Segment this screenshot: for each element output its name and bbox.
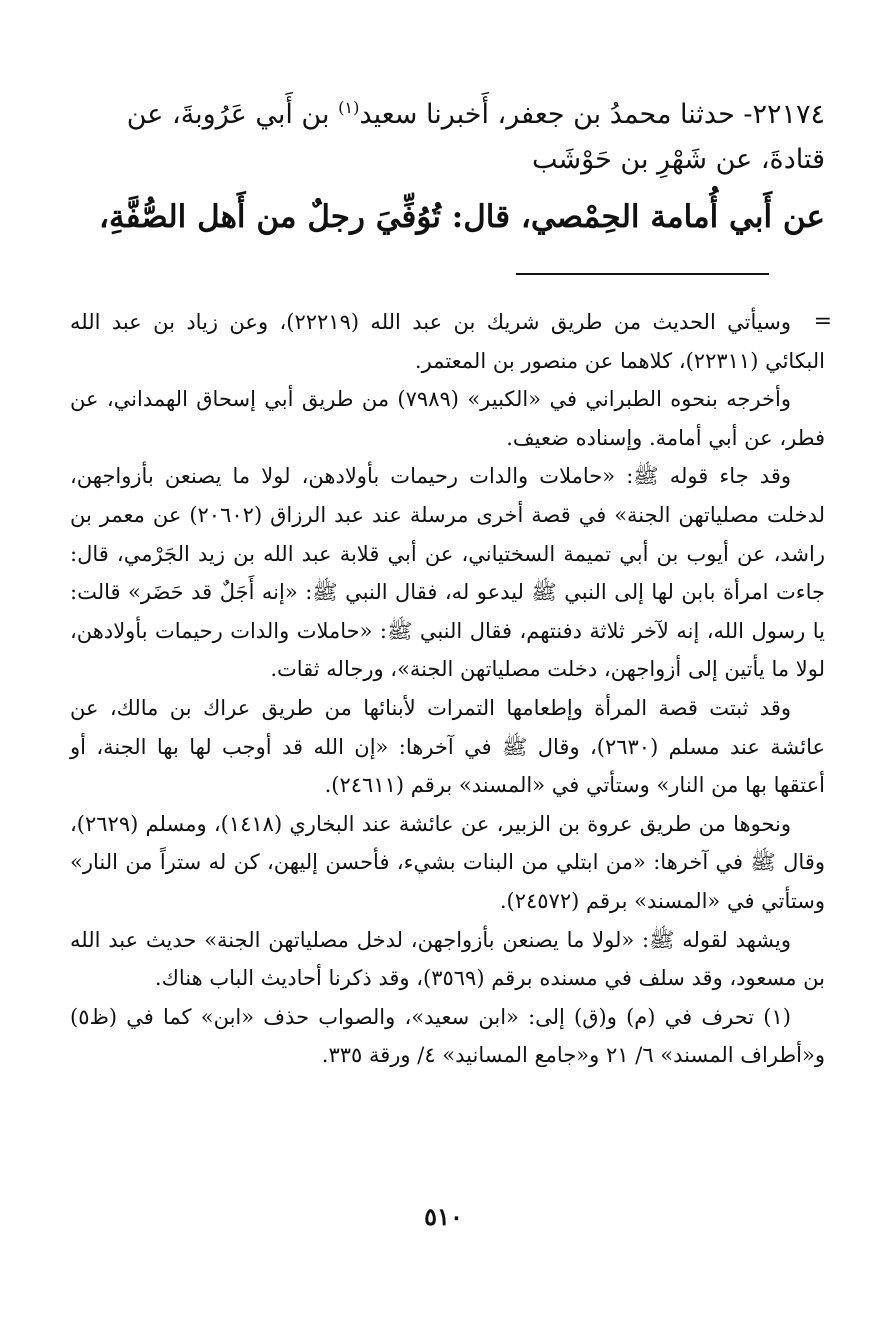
footnote-paragraph: ونحوها من طريق عروة بن الزبير، عن عائشة عند البخاري (١٤١٨)، ومسلم (٢٦٢٩)، وقال ﷺ في آخرها: «من ابتلي من البنات بشيء، فأحسن إليهن، كن له ستراً من النار» وستأتي في «المسند» برقم (٢٤٥٧٢). bbox=[70, 811, 825, 913]
hadith-line-3: عن أَبي أُمامة الحِمْصي، قال: تُوُفِّيَ رجلٌ من أَهل الصُّفَّةِ، bbox=[99, 199, 825, 235]
footnote-paragraph: وأخرجه بنحوه الطبراني في «الكبير» (٧٩٨٩) من طريق أبي إسحاق الهمداني، عن فطر، عن أبي أمامة. وإسناده ضعيف. bbox=[70, 387, 825, 450]
hadith-line-2: قتادةَ، عن شَهْرِ بن حَوْشَب bbox=[532, 144, 825, 175]
footnote-paragraph: ويشهد لقوله ﷺ: «لولا ما يصنعن بأزواجهن، لدخل مصلياتهن الجنة» حديث عبد الله بن مسعود، وقد سلف في مسنده برقم (٣٥٦٩)، وقد ذكرنا أحاديث الباب هناك. bbox=[70, 927, 825, 991]
footnote-separator bbox=[516, 273, 769, 275]
footnote-paragraph: وقد ثبتت قصة المرأة وإطعامها التمرات لأبنائها من طريق عراك بن مالك، عن عائشة عند مسلم (٢٦٣٠)، وقال ﷺ في آخرها: «إن الله قد أوجب لها بها الجنة، أو أعتقها بها من النار» وستأتي في «المسند» برقم (٢٤٦١١). bbox=[70, 695, 825, 798]
continuation-marker: = bbox=[813, 309, 832, 334]
page-number: ٥١٠ bbox=[424, 1202, 463, 1231]
footnote-1: (١) تحرف في (م) و(ق) إلى: «ابن سعيد»، والصواب حذف «ابن» كما في (ظ٥) و«أطراف المسند» ٦/ ٢١ و«جامع المسانيد» ٤/ ورقة ٣٣٥. bbox=[70, 1004, 825, 1068]
footnotes bbox=[70, 303, 825, 1075]
hadith-isnad-start: ٢٢١٧٤- حدثنا محمدُ بن جعفر، أَخبرنا سعيد bbox=[359, 99, 825, 130]
hadith-line-1 bbox=[70, 92, 825, 137]
footnote-paragraph: وسيأتي الحديث من طريق شريك بن عبد الله (٢٢٢١٩)، وعن زياد بن عبد الله البكائي (٢٢٣١١)، كلاهما عن منصور بن المعتمر. bbox=[70, 310, 825, 373]
hadith-isnad-continued: بن أَبي عَرُوبةَ، عن bbox=[126, 99, 339, 130]
footnote-reference: (١) bbox=[338, 98, 360, 117]
hadith-text bbox=[70, 92, 825, 246]
footnote-paragraph: وقد جاء قوله ﷺ: «حاملات والدات رحيمات بأولادهن، لولا ما يصنعن بأزواجهن، لدخلت مصلياتهن الجنة» في قصة أخرى مرسلة عند عبد الرزاق (٢٠٦٠٢) عن معمر بن راشد، عن أيوب بن أبي تميمة السختياني، عن أبي قلابة عبد الله بن زيد الجَرْمي، قال: جاءت امرأة بابن لها إلى النبي ﷺ ليدعو له، فقال النبي ﷺ: «إنه أَجَلٌ قد حَضَر» قالت: يا رسول الله، إنه لآخر ثلاثة دفنتهم، فقال النبي ﷺ: «حاملات والدات رحيمات بأولادهن، لولا ما يأتين إلى أزواجهن، دخلت مصلياتهن الجنة»، ورجاله ثقات. bbox=[70, 464, 825, 682]
